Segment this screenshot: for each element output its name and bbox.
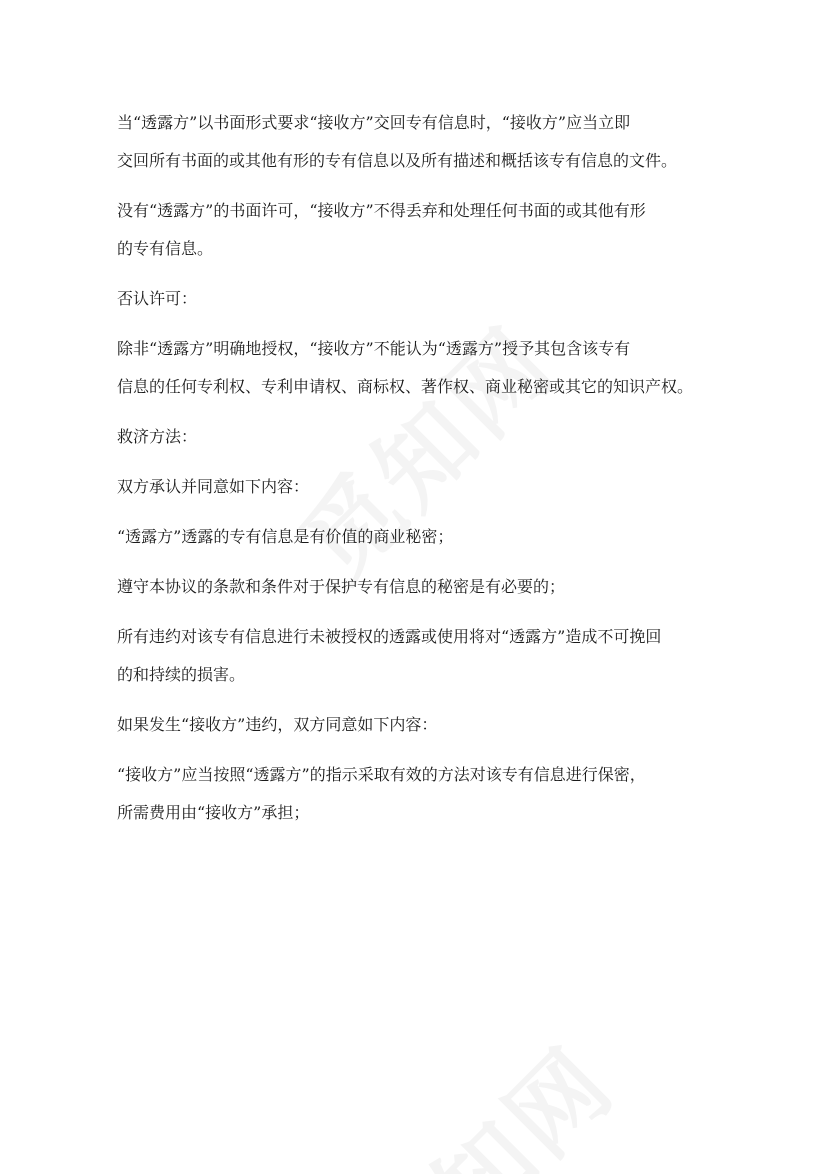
section-heading: 否认许可： (117, 289, 198, 308)
paragraph-line: 没有“透露方”的书面许可，“接收方”不得丢弃和处理任何书面的或其他有形 (117, 201, 646, 220)
paragraph-line: 除非“透露方”明确地授权，“接收方”不能认为“透露方”授予其包含该专有 (117, 339, 631, 358)
paragraph-line: 的和持续的损害。 (117, 665, 246, 684)
paragraph-line: “接收方”应当按照“透露方”的指示采取有效的方法对该专有信息进行保密， (117, 765, 646, 784)
section-heading: 救济方法： (117, 427, 198, 446)
paragraph-line: 所有违约对该专有信息进行未被授权的透露或使用将对“透露方”造成不可挽回 (117, 627, 662, 646)
paragraph-line: 双方承认并同意如下内容： (117, 477, 310, 496)
paragraph-trade-secret (117, 518, 715, 556)
heading-remedies (117, 418, 715, 456)
paragraph-line: 遵守本协议的条款和条件对于保护专有信息的秘密是有必要的； (117, 577, 566, 596)
paragraph-terms-necessary (117, 568, 715, 606)
paragraph-line: 信息的任何专利权、专利申请权、商标权、著作权、商业秘密或其它的知识产权。 (117, 377, 694, 396)
watermark (326, 1012, 639, 1174)
paragraph-return-info (117, 104, 715, 180)
paragraph-acknowledge (117, 468, 715, 506)
paragraph-breach-terms (117, 706, 715, 744)
paragraph-line: 的专有信息。 (117, 239, 214, 258)
paragraph-no-ip-grant (117, 330, 715, 406)
heading-no-license (117, 280, 715, 318)
paragraph-irreparable-harm (117, 618, 715, 694)
paragraph-line: “透露方”透露的专有信息是有价值的商业秘密； (117, 527, 454, 546)
paragraph-no-disposal (117, 192, 715, 268)
paragraph-line: 当“透露方”以书面形式要求“接收方”交回专有信息时，“接收方”应当立即 (117, 113, 631, 132)
paragraph-confidentiality-cost (117, 756, 715, 832)
paragraph-line: 交回所有书面的或其他有形的专有信息以及所有描述和概括该专有信息的文件。 (117, 151, 678, 170)
paragraph-line: 如果发生“接收方”违约，双方同意如下内容： (117, 715, 438, 734)
paragraph-line: 所需费用由“接收方”承担； (117, 803, 310, 822)
document-body (117, 104, 715, 832)
